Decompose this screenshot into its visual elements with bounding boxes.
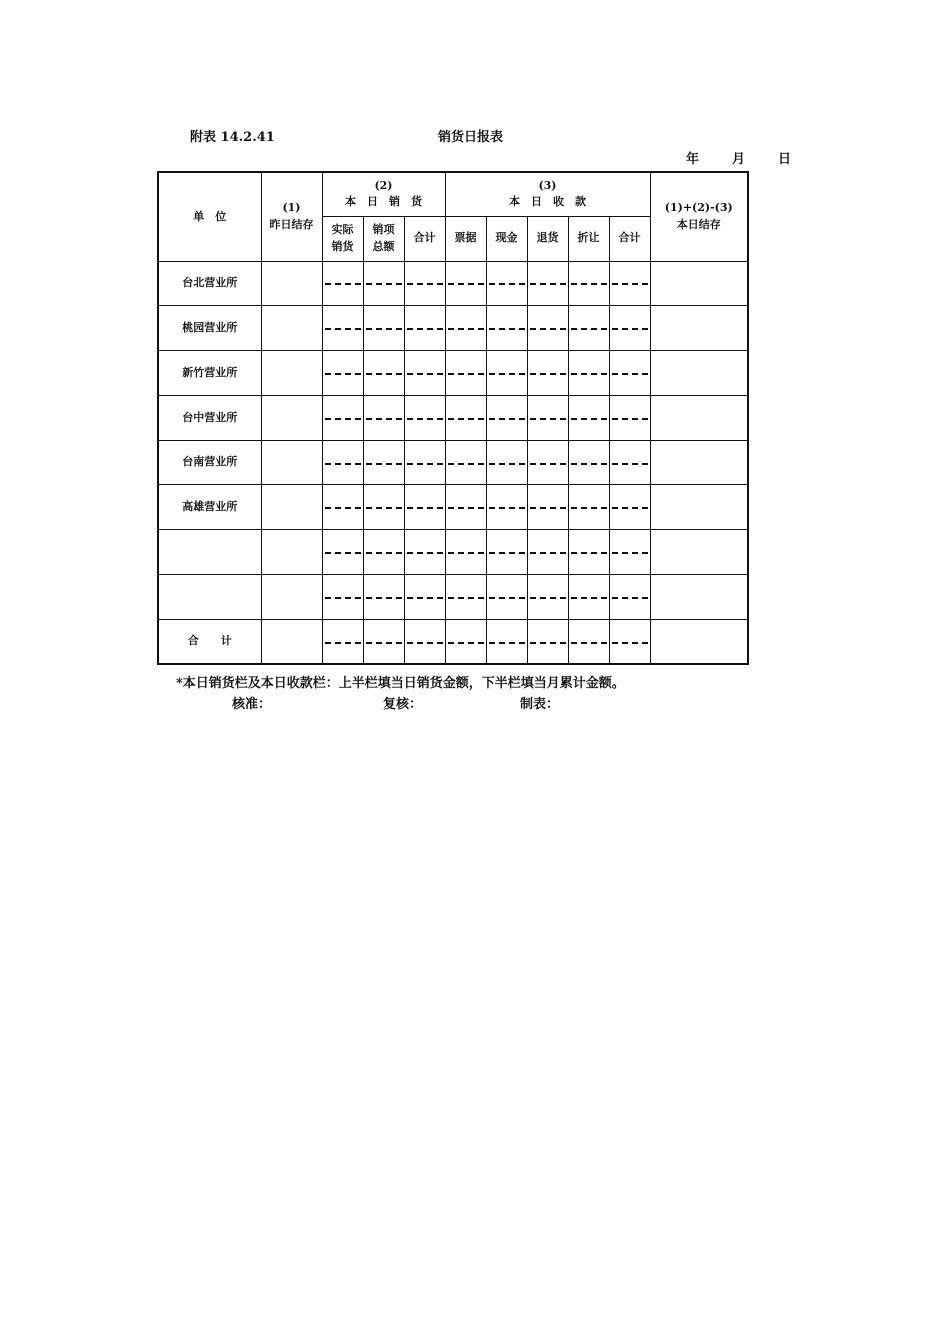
split-amount-cell — [609, 575, 650, 620]
yesterday-balance-header — [261, 172, 322, 261]
split-amount-cell — [404, 619, 445, 664]
subheader-output-total: 销项总额 — [363, 216, 404, 261]
table-row — [158, 530, 748, 575]
split-amount-cell — [486, 351, 527, 396]
split-amount-cell — [322, 306, 363, 351]
yesterday-balance-cell — [261, 395, 322, 440]
split-amount-cell — [609, 395, 650, 440]
split-amount-cell — [363, 575, 404, 620]
split-amount-cell — [609, 440, 650, 485]
yesterday-balance-cell — [261, 530, 322, 575]
approve-label: 核准： — [232, 697, 272, 712]
split-amount-cell — [404, 261, 445, 306]
unit-name-cell: 新竹营业所 — [158, 351, 261, 396]
split-amount-cell — [486, 440, 527, 485]
split-amount-cell — [527, 351, 568, 396]
split-amount-cell — [322, 530, 363, 575]
table-row — [158, 485, 748, 530]
split-amount-cell — [609, 261, 650, 306]
split-amount-cell — [363, 530, 404, 575]
split-amount-cell — [445, 619, 486, 664]
split-amount-cell — [486, 575, 527, 620]
split-amount-cell — [322, 395, 363, 440]
date-year-label: 年 — [686, 152, 700, 167]
split-amount-cell — [527, 575, 568, 620]
split-amount-cell — [445, 261, 486, 306]
subheader-sales-total: 合计 — [404, 216, 445, 261]
subheader-receipts-total: 合计 — [609, 216, 650, 261]
split-amount-cell — [568, 440, 609, 485]
split-amount-cell — [322, 485, 363, 530]
review-label: 复核： — [383, 697, 423, 712]
split-amount-cell — [445, 575, 486, 620]
table-row — [158, 351, 748, 396]
split-amount-cell — [486, 395, 527, 440]
split-amount-cell — [609, 306, 650, 351]
subheader-returns: 退货 — [527, 216, 568, 261]
yesterday-balance-cell — [261, 619, 322, 664]
table-row — [158, 261, 748, 306]
split-amount-cell — [363, 261, 404, 306]
date-month-label: 月 — [732, 152, 746, 167]
today-balance-header — [650, 172, 748, 261]
split-amount-cell — [609, 485, 650, 530]
split-amount-cell — [404, 351, 445, 396]
split-amount-cell — [404, 530, 445, 575]
split-amount-cell — [568, 351, 609, 396]
split-amount-cell — [363, 440, 404, 485]
col4-formula: (1)+(2)-(3) — [664, 201, 733, 215]
subheader-actual-sales: 实际销货 — [322, 216, 363, 261]
table-row — [158, 619, 748, 664]
split-amount-cell — [445, 351, 486, 396]
split-amount-cell — [363, 351, 404, 396]
split-amount-cell — [568, 261, 609, 306]
table-row — [158, 395, 748, 440]
today-balance-cell — [650, 395, 748, 440]
yesterday-balance-cell — [261, 485, 322, 530]
table-row — [158, 306, 748, 351]
unit-name-cell: 台北营业所 — [158, 261, 261, 306]
yesterday-balance-cell — [261, 440, 322, 485]
today-receipts-header — [445, 172, 650, 216]
unit-name-cell — [158, 575, 261, 620]
yesterday-balance-cell — [261, 351, 322, 396]
split-amount-cell — [609, 619, 650, 664]
split-amount-cell — [322, 351, 363, 396]
col2-label: 本 日 销 货 — [345, 195, 422, 209]
today-balance-cell — [650, 575, 748, 620]
col2-number: (2) — [374, 178, 393, 192]
split-amount-cell — [527, 530, 568, 575]
split-amount-cell — [322, 261, 363, 306]
split-amount-cell — [568, 575, 609, 620]
split-amount-cell — [527, 261, 568, 306]
split-amount-cell — [609, 351, 650, 396]
split-amount-cell — [445, 485, 486, 530]
split-amount-cell — [527, 619, 568, 664]
split-amount-cell — [445, 395, 486, 440]
table-row — [158, 575, 748, 620]
subheader-cash: 现金 — [486, 216, 527, 261]
split-amount-cell — [486, 261, 527, 306]
col3-label: 本 日 收 款 — [509, 195, 586, 209]
split-amount-cell — [363, 306, 404, 351]
unit-header — [158, 172, 261, 261]
split-amount-cell — [527, 306, 568, 351]
date-day-label: 日 — [778, 152, 792, 167]
unit-name-cell: 高雄营业所 — [158, 485, 261, 530]
yesterday-balance-cell — [261, 261, 322, 306]
split-amount-cell — [363, 395, 404, 440]
unit-name-cell: 合 计 — [158, 619, 261, 664]
split-amount-cell — [568, 619, 609, 664]
today-sales-header — [322, 172, 445, 216]
split-amount-cell — [363, 485, 404, 530]
split-amount-cell — [322, 440, 363, 485]
split-amount-cell — [527, 395, 568, 440]
split-amount-cell — [445, 530, 486, 575]
split-amount-cell — [404, 575, 445, 620]
split-amount-cell — [363, 619, 404, 664]
yesterday-balance-cell — [261, 575, 322, 620]
split-amount-cell — [486, 485, 527, 530]
split-amount-cell — [527, 485, 568, 530]
today-balance-cell — [650, 619, 748, 664]
split-amount-cell — [445, 440, 486, 485]
table-row — [158, 440, 748, 485]
col4-label: 本日结存 — [676, 217, 721, 231]
col3-number: (3) — [538, 178, 557, 192]
today-balance-cell — [650, 485, 748, 530]
unit-name-cell: 台南营业所 — [158, 440, 261, 485]
split-amount-cell — [527, 440, 568, 485]
split-amount-cell — [486, 619, 527, 664]
split-amount-cell — [445, 306, 486, 351]
split-amount-cell — [404, 440, 445, 485]
split-amount-cell — [568, 485, 609, 530]
today-balance-cell — [650, 440, 748, 485]
yesterday-balance-cell — [261, 306, 322, 351]
split-amount-cell — [404, 485, 445, 530]
unit-name-cell — [158, 530, 261, 575]
prepare-label: 制表： — [520, 697, 560, 712]
subheader-discount: 折让 — [568, 216, 609, 261]
today-balance-cell — [650, 351, 748, 396]
unit-name-cell: 桃园营业所 — [158, 306, 261, 351]
today-balance-cell — [650, 530, 748, 575]
form-reference: 附表 14.2.41 — [190, 130, 275, 145]
report-title: 销货日报表 — [438, 130, 504, 145]
footnote: *本日销货栏及本日收款栏：上半栏填当日销货金额，下半栏填当月累计金额。 — [176, 676, 625, 691]
split-amount-cell — [404, 306, 445, 351]
split-amount-cell — [568, 395, 609, 440]
split-amount-cell — [404, 395, 445, 440]
split-amount-cell — [486, 306, 527, 351]
col1-label: 昨日结存 — [269, 217, 314, 231]
subheader-notes: 票据 — [445, 216, 486, 261]
today-balance-cell — [650, 261, 748, 306]
col1-number: (1) — [282, 201, 301, 215]
split-amount-cell — [322, 619, 363, 664]
split-amount-cell — [568, 530, 609, 575]
today-balance-cell — [650, 306, 748, 351]
split-amount-cell — [486, 530, 527, 575]
unit-header-label: 单 位 — [193, 209, 227, 223]
split-amount-cell — [322, 575, 363, 620]
split-amount-cell — [568, 306, 609, 351]
split-amount-cell — [609, 530, 650, 575]
unit-name-cell: 台中营业所 — [158, 395, 261, 440]
sales-daily-report-table — [157, 171, 749, 665]
